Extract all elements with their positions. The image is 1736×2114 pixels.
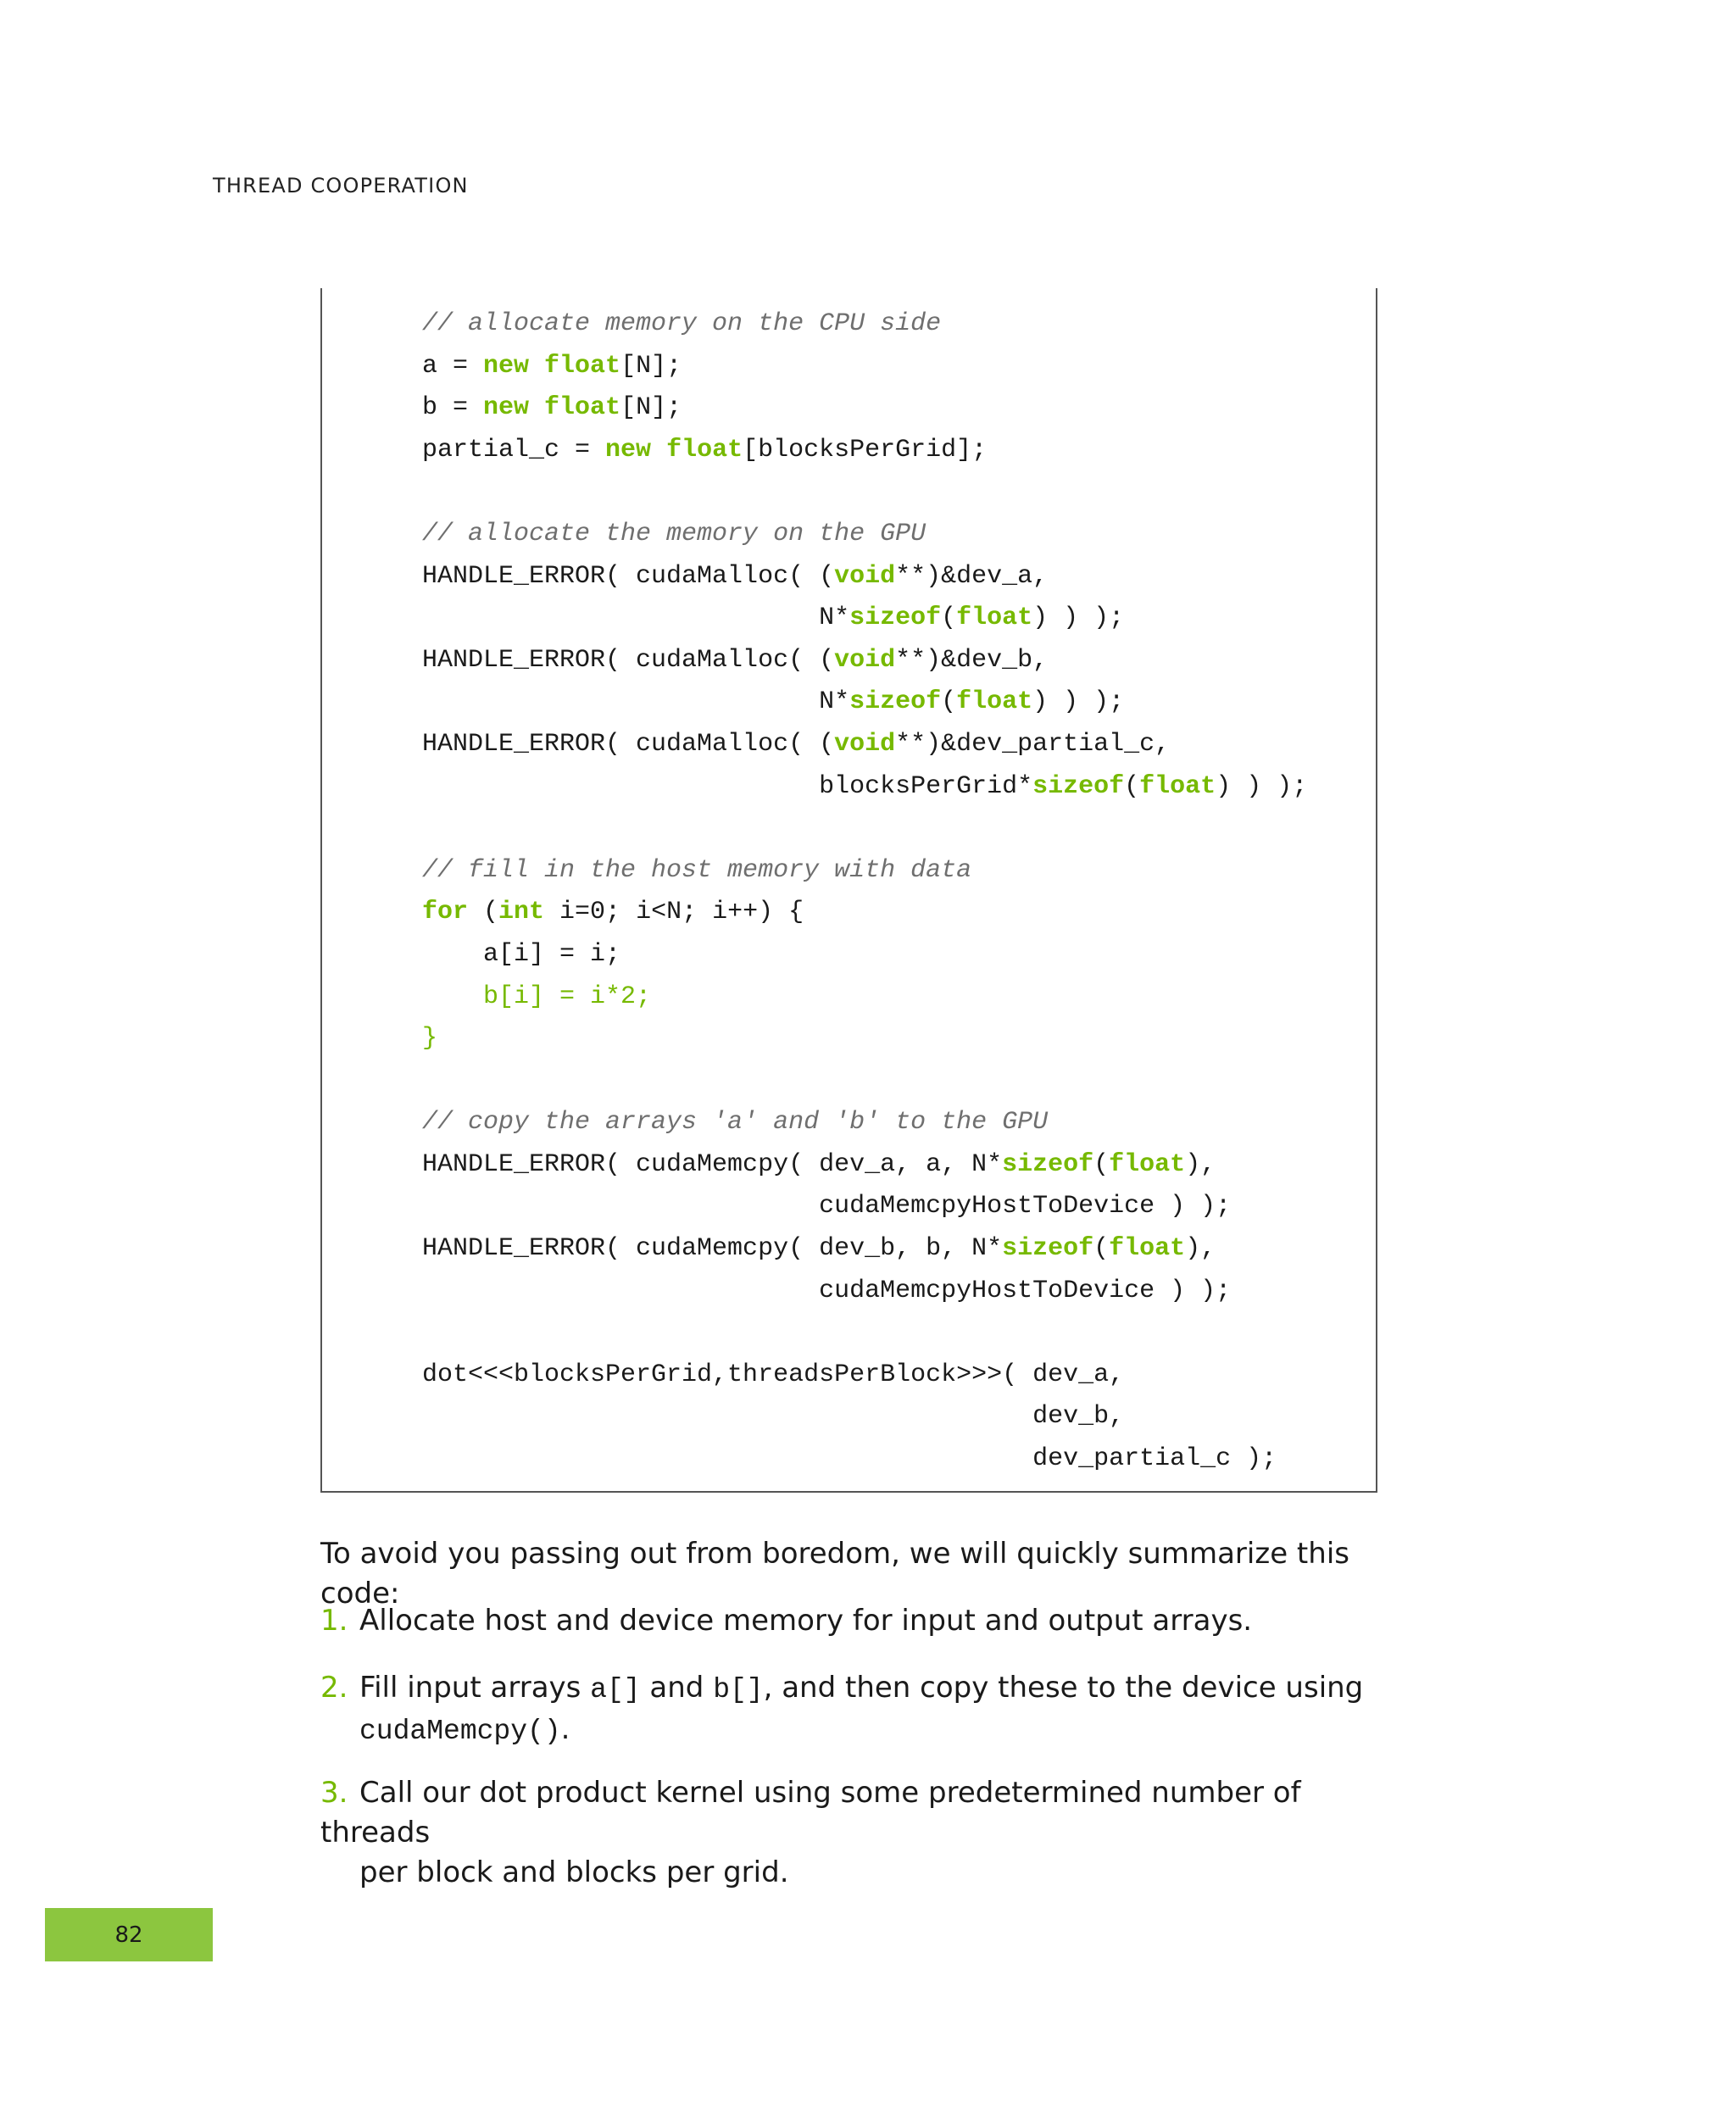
code-line (422, 1024, 437, 1053)
code-token: [N]; (620, 393, 682, 423)
code-line (422, 1192, 1231, 1221)
step-number: 3. (320, 1776, 348, 1810)
code-token: a = (422, 351, 484, 381)
code-comment: // allocate the memory on the GPU (422, 519, 926, 548)
code-line (422, 604, 1124, 632)
code-keyword: float (1109, 1234, 1186, 1264)
code-keyword: float (1139, 771, 1216, 801)
code-token: a[i] = i; (422, 939, 621, 969)
step-number: 1. (320, 1604, 348, 1638)
code-keyword: float (1109, 1149, 1186, 1179)
code-keyword: float (666, 435, 743, 465)
code-token: [blocksPerGrid]; (743, 435, 988, 465)
code-token: ( (468, 898, 499, 927)
code-token: ) ) ); (1216, 771, 1308, 801)
code-token: N* (422, 604, 850, 633)
code-keyword: sizeof (849, 687, 942, 717)
step-text: per block and blocks per grid. (359, 1855, 789, 1889)
code-comment: // allocate memory on the CPU side (422, 309, 942, 338)
code-line (422, 309, 941, 338)
step-1 (320, 1601, 1397, 1641)
step-text: and (640, 1671, 714, 1705)
code-keyword: new (483, 393, 530, 423)
code-line (422, 898, 804, 926)
page-number: 82 (114, 1922, 143, 1948)
code-token: HANDLE_ERROR( cudaMemcpy( dev_a, a, N* (422, 1149, 1003, 1179)
code-token: ( (1093, 1234, 1110, 1264)
code-token (651, 436, 666, 465)
code-token: ), (1185, 1234, 1216, 1264)
code-token (529, 393, 544, 422)
code-token: ) ) ); (1032, 604, 1125, 633)
code-token: cudaMemcpyHostToDevice ) ); (422, 1192, 1232, 1221)
code-token: dot<<<blocksPerGrid,threadsPerBlock>>>( dev_a, (422, 1360, 1125, 1389)
code-token: ) ) ); (1032, 687, 1125, 717)
code-keyword: sizeof (849, 604, 942, 633)
code-line (422, 1150, 1216, 1179)
code-keyword: void (834, 561, 896, 591)
step-number: 2. (320, 1671, 348, 1705)
code-keyword: void (834, 645, 896, 675)
code-comment: // fill in the host memory with data (422, 855, 972, 885)
code-comment: // copy the arrays 'a' and 'b' to the GPU (422, 1108, 1049, 1138)
code-line (422, 352, 682, 381)
code-keyword: void (834, 729, 896, 759)
code-token: N* (422, 687, 850, 717)
code-token: ( (1124, 771, 1140, 801)
code-keyword: sizeof (1032, 771, 1125, 801)
code-keyword: new (605, 435, 652, 465)
code-line (422, 856, 971, 885)
intro-paragraph: To avoid you passing out from boredom, we will quickly summarize this code: (320, 1537, 1349, 1611)
code-token: HANDLE_ERROR( cudaMalloc( ( (422, 729, 835, 759)
code-line (422, 940, 620, 969)
code-keyword: for (422, 898, 469, 927)
code-token: **)&dev_a, (895, 561, 1049, 591)
code-keyword: b[i] = i*2; (483, 982, 652, 1011)
code-token: b = (422, 393, 484, 423)
code-token: ), (1185, 1149, 1216, 1179)
code-token: partial_c = (422, 435, 606, 465)
code-token: ( (941, 604, 957, 633)
code-keyword: float (956, 687, 1033, 717)
code-token: blocksPerGrid* (422, 771, 1033, 801)
code-keyword: } (422, 1024, 438, 1054)
step-text: , and then copy these to the device using (763, 1671, 1364, 1705)
code-block (422, 303, 1307, 1481)
step-text: Allocate host and device memory for input and output arrays. (359, 1604, 1253, 1638)
code-line (422, 982, 651, 1011)
code-token: ( (941, 687, 957, 717)
code-token (422, 982, 483, 1011)
inline-code: b[] (713, 1674, 764, 1705)
code-line (422, 646, 1048, 675)
code-keyword: float (544, 393, 621, 423)
code-token: cudaMemcpyHostToDevice ) ); (422, 1276, 1232, 1305)
code-keyword: float (956, 604, 1033, 633)
step-text: . (560, 1712, 570, 1746)
code-token (529, 352, 544, 381)
code-line (422, 1277, 1231, 1305)
code-token: ( (1093, 1149, 1110, 1179)
code-token: HANDLE_ERROR( cudaMalloc( ( (422, 561, 835, 591)
code-token: HANDLE_ERROR( cudaMemcpy( dev_b, b, N* (422, 1234, 1003, 1264)
code-token: [N]; (620, 351, 682, 381)
inline-code: cudaMemcpy() (359, 1716, 561, 1747)
code-line (422, 687, 1124, 716)
page-number-tab (45, 1908, 213, 1961)
code-line (422, 436, 987, 465)
code-token: i=0; i<N; i++) { (544, 898, 804, 927)
code-line (422, 520, 926, 548)
code-line (422, 1444, 1277, 1473)
step-3 (320, 1773, 1397, 1893)
code-line (422, 730, 1170, 759)
step-2 (320, 1668, 1397, 1751)
code-line (422, 1108, 1048, 1137)
inline-code: a[] (590, 1674, 641, 1705)
code-keyword: sizeof (1002, 1149, 1094, 1179)
running-head: THREAD COOPERATION (213, 174, 469, 197)
code-token: dev_partial_c ); (422, 1444, 1277, 1474)
code-line (422, 562, 1048, 591)
code-line (422, 1360, 1124, 1389)
code-token: dev_b, (422, 1402, 1125, 1432)
code-line (422, 1402, 1124, 1431)
code-token: **)&dev_partial_c, (895, 729, 1171, 759)
code-keyword: int (498, 898, 545, 927)
step-text: Call our dot product kernel using some predetermined number of threads (320, 1776, 1301, 1850)
code-line (422, 393, 682, 422)
code-line (422, 772, 1307, 801)
code-line (422, 1234, 1216, 1263)
code-token: HANDLE_ERROR( cudaMalloc( ( (422, 645, 835, 675)
code-listing (320, 288, 1377, 1493)
code-token: **)&dev_b, (895, 645, 1049, 675)
step-text: Fill input arrays (359, 1671, 591, 1705)
code-keyword: new (483, 351, 530, 381)
code-keyword: sizeof (1002, 1234, 1094, 1264)
code-keyword: float (544, 351, 621, 381)
